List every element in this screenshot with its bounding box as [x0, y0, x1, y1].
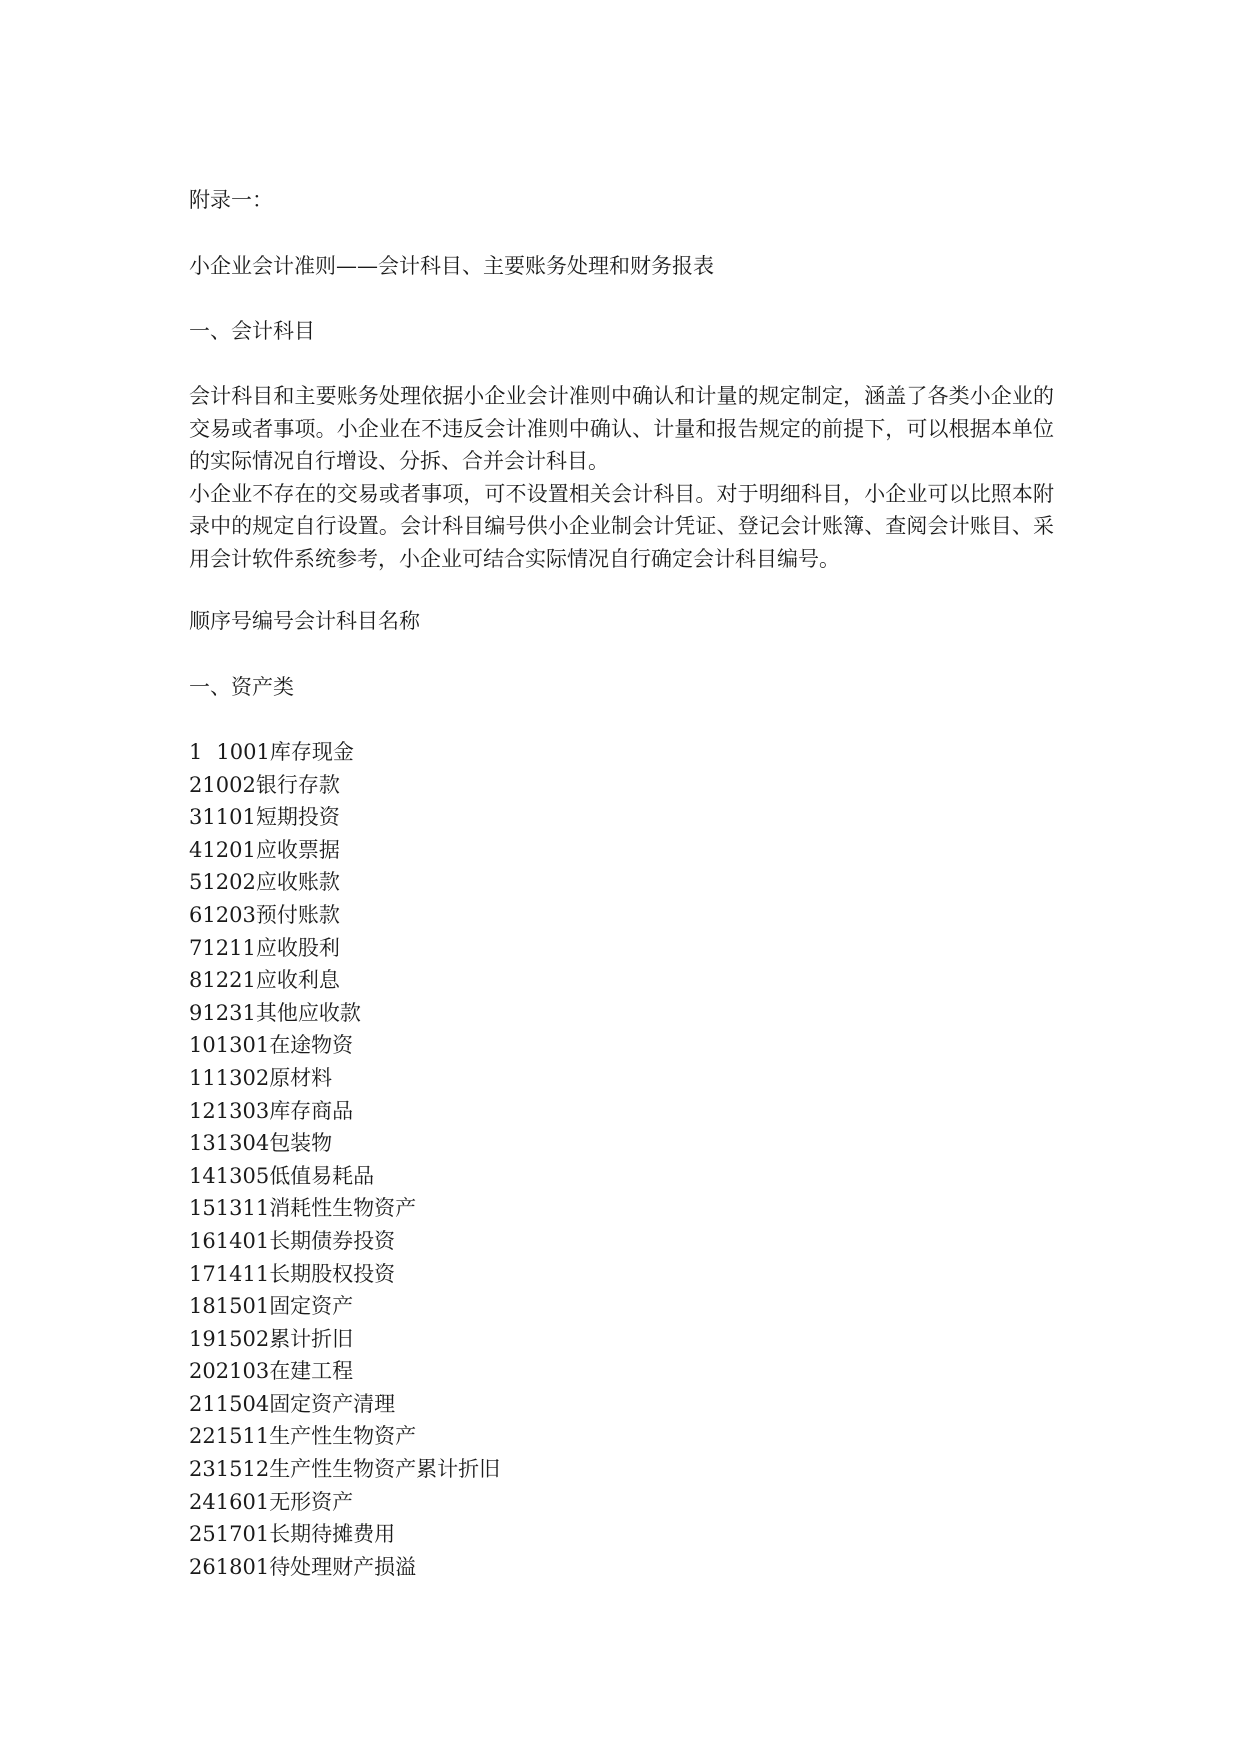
account-code: 1511 — [215, 1424, 270, 1449]
account-seq: 13 — [189, 1131, 216, 1156]
account-name: 预付账款 — [255, 902, 340, 927]
account-name: 库存商品 — [269, 1098, 354, 1123]
account-name: 长期待摊费用 — [269, 1522, 396, 1547]
account-row — [189, 899, 500, 932]
account-code: 1301 — [215, 1033, 270, 1058]
account-seq: 16 — [189, 1228, 216, 1253]
account-code: 1411 — [215, 1261, 270, 1286]
account-code: 1504 — [215, 1391, 270, 1416]
account-row — [189, 1160, 500, 1193]
account-name: 无形资产 — [269, 1489, 354, 1514]
account-code: 1701 — [215, 1522, 270, 1547]
account-row — [189, 1095, 500, 1128]
table-header: 顺序号编号会计科目名称 — [189, 609, 420, 633]
account-row — [189, 1323, 500, 1356]
account-name: 待处理财产损溢 — [269, 1554, 417, 1579]
category-heading: 一、资产类 — [189, 675, 294, 699]
account-seq: 19 — [189, 1326, 216, 1351]
account-name: 银行存款 — [255, 772, 340, 797]
account-code: 1201 — [202, 837, 256, 862]
account-name: 应收股利 — [255, 935, 340, 960]
account-code: 1305 — [215, 1163, 270, 1188]
account-row — [189, 834, 500, 867]
account-code: 1001 — [216, 740, 270, 764]
account-row — [189, 1062, 500, 1095]
account-name: 低值易耗品 — [269, 1163, 375, 1188]
account-row — [189, 1192, 500, 1225]
account-row — [189, 801, 500, 834]
account-code: 1303 — [215, 1098, 270, 1123]
account-seq: 25 — [189, 1522, 216, 1547]
account-list — [189, 736, 500, 1583]
account-row — [189, 964, 500, 997]
account-seq: 22 — [189, 1424, 216, 1449]
account-code: 1002 — [202, 772, 256, 797]
intro-text — [189, 380, 1054, 575]
account-code: 1221 — [202, 968, 256, 993]
account-name: 应收利息 — [255, 968, 340, 993]
account-seq: 5 — [189, 870, 203, 895]
account-code: 1401 — [215, 1228, 270, 1253]
account-code: 1801 — [215, 1554, 270, 1579]
account-seq: 4 — [189, 837, 203, 862]
account-row — [189, 1453, 500, 1486]
account-row — [189, 1127, 500, 1160]
account-row — [189, 932, 500, 965]
intro-paragraph: 小企业不存在的交易或者事项，可不设置相关会计科目。对于明细科目，小企业可以比照本附录中的规定自行设置。会计科目编号供小企业制会计凭证、登记会计账簿、查阅会计账目、采用会计软件系统参考，小企业可结合实际情况自行确定会计科目编号。 — [189, 481, 1054, 571]
account-seq: 6 — [189, 902, 203, 927]
account-row — [189, 1551, 500, 1584]
account-row — [189, 1290, 500, 1323]
account-seq: 17 — [189, 1261, 216, 1286]
account-row — [189, 997, 500, 1030]
account-name: 固定资产清理 — [269, 1391, 396, 1416]
account-seq: 12 — [189, 1098, 216, 1123]
account-name: 生产性生物资产 — [269, 1424, 417, 1449]
account-code: 1512 — [215, 1457, 270, 1482]
account-seq: 11 — [189, 1065, 216, 1090]
account-row — [189, 1420, 500, 1453]
account-name: 长期股权投资 — [269, 1261, 396, 1286]
account-seq: 23 — [189, 1457, 216, 1482]
account-seq: 21 — [189, 1391, 216, 1416]
account-row — [189, 769, 500, 802]
document-title: 小企业会计准则——会计科目、主要账务处理和财务报表 — [189, 254, 714, 278]
account-seq: 26 — [189, 1554, 216, 1579]
account-row — [189, 736, 500, 769]
account-code: 1502 — [215, 1326, 270, 1351]
account-code: 1501 — [215, 1294, 270, 1319]
account-seq: 9 — [189, 1000, 203, 1025]
account-row — [189, 1258, 500, 1291]
intro-paragraph: 会计科目和主要账务处理依据小企业会计准则中确认和计量的规定制定，涵盖了各类小企业的交易或者事项。小企业在不违反会计准则中确认、计量和报告规定的前提下，可以根据本单位的实际情况自行增设、分拆、合并会计科目。 — [189, 384, 1054, 473]
account-name: 应收票据 — [255, 837, 340, 862]
account-row — [189, 866, 500, 899]
account-name: 在建工程 — [269, 1359, 354, 1384]
account-seq: 10 — [189, 1033, 216, 1058]
account-name: 累计折旧 — [269, 1326, 354, 1351]
account-row — [189, 1388, 500, 1421]
account-seq: 14 — [189, 1163, 216, 1188]
account-row — [189, 1355, 500, 1388]
account-seq: 2 — [189, 772, 203, 797]
account-name: 包装物 — [269, 1131, 333, 1156]
account-code: 1601 — [215, 1489, 270, 1514]
account-seq: 18 — [189, 1294, 216, 1319]
account-seq: 7 — [189, 935, 203, 960]
account-seq: 24 — [189, 1489, 216, 1514]
account-row — [189, 1225, 500, 1258]
account-seq: 8 — [189, 968, 203, 993]
account-code: 1302 — [215, 1065, 270, 1090]
account-row — [189, 1486, 500, 1519]
account-code: 1304 — [215, 1131, 270, 1156]
account-name: 固定资产 — [269, 1294, 354, 1319]
account-name: 应收账款 — [255, 870, 340, 895]
account-name: 短期投资 — [255, 805, 340, 830]
account-code: 1231 — [202, 1000, 256, 1025]
account-seq: 3 — [189, 805, 203, 830]
account-seq: 15 — [189, 1196, 216, 1221]
account-name: 其他应收款 — [255, 1000, 361, 1025]
account-code: 1211 — [202, 935, 256, 960]
account-code: 2103 — [215, 1359, 270, 1384]
account-code: 1101 — [202, 805, 256, 830]
account-code: 1311 — [215, 1196, 270, 1221]
account-code: 1202 — [202, 870, 256, 895]
account-name: 消耗性生物资产 — [269, 1196, 417, 1221]
appendix-label: 附录一： — [189, 188, 273, 212]
account-seq: 20 — [189, 1359, 216, 1384]
account-name: 生产性生物资产累计折旧 — [269, 1457, 501, 1482]
account-code: 1203 — [202, 902, 256, 927]
account-row — [189, 1029, 500, 1062]
account-name: 库存现金 — [269, 740, 354, 764]
account-name: 原材料 — [269, 1065, 333, 1090]
section-heading: 一、会计科目 — [189, 319, 315, 343]
account-name: 长期债券投资 — [269, 1228, 396, 1253]
account-row — [189, 1518, 500, 1551]
account-seq: 1 — [189, 740, 203, 764]
account-name: 在途物资 — [269, 1033, 354, 1058]
document-page — [189, 0, 1059, 1755]
